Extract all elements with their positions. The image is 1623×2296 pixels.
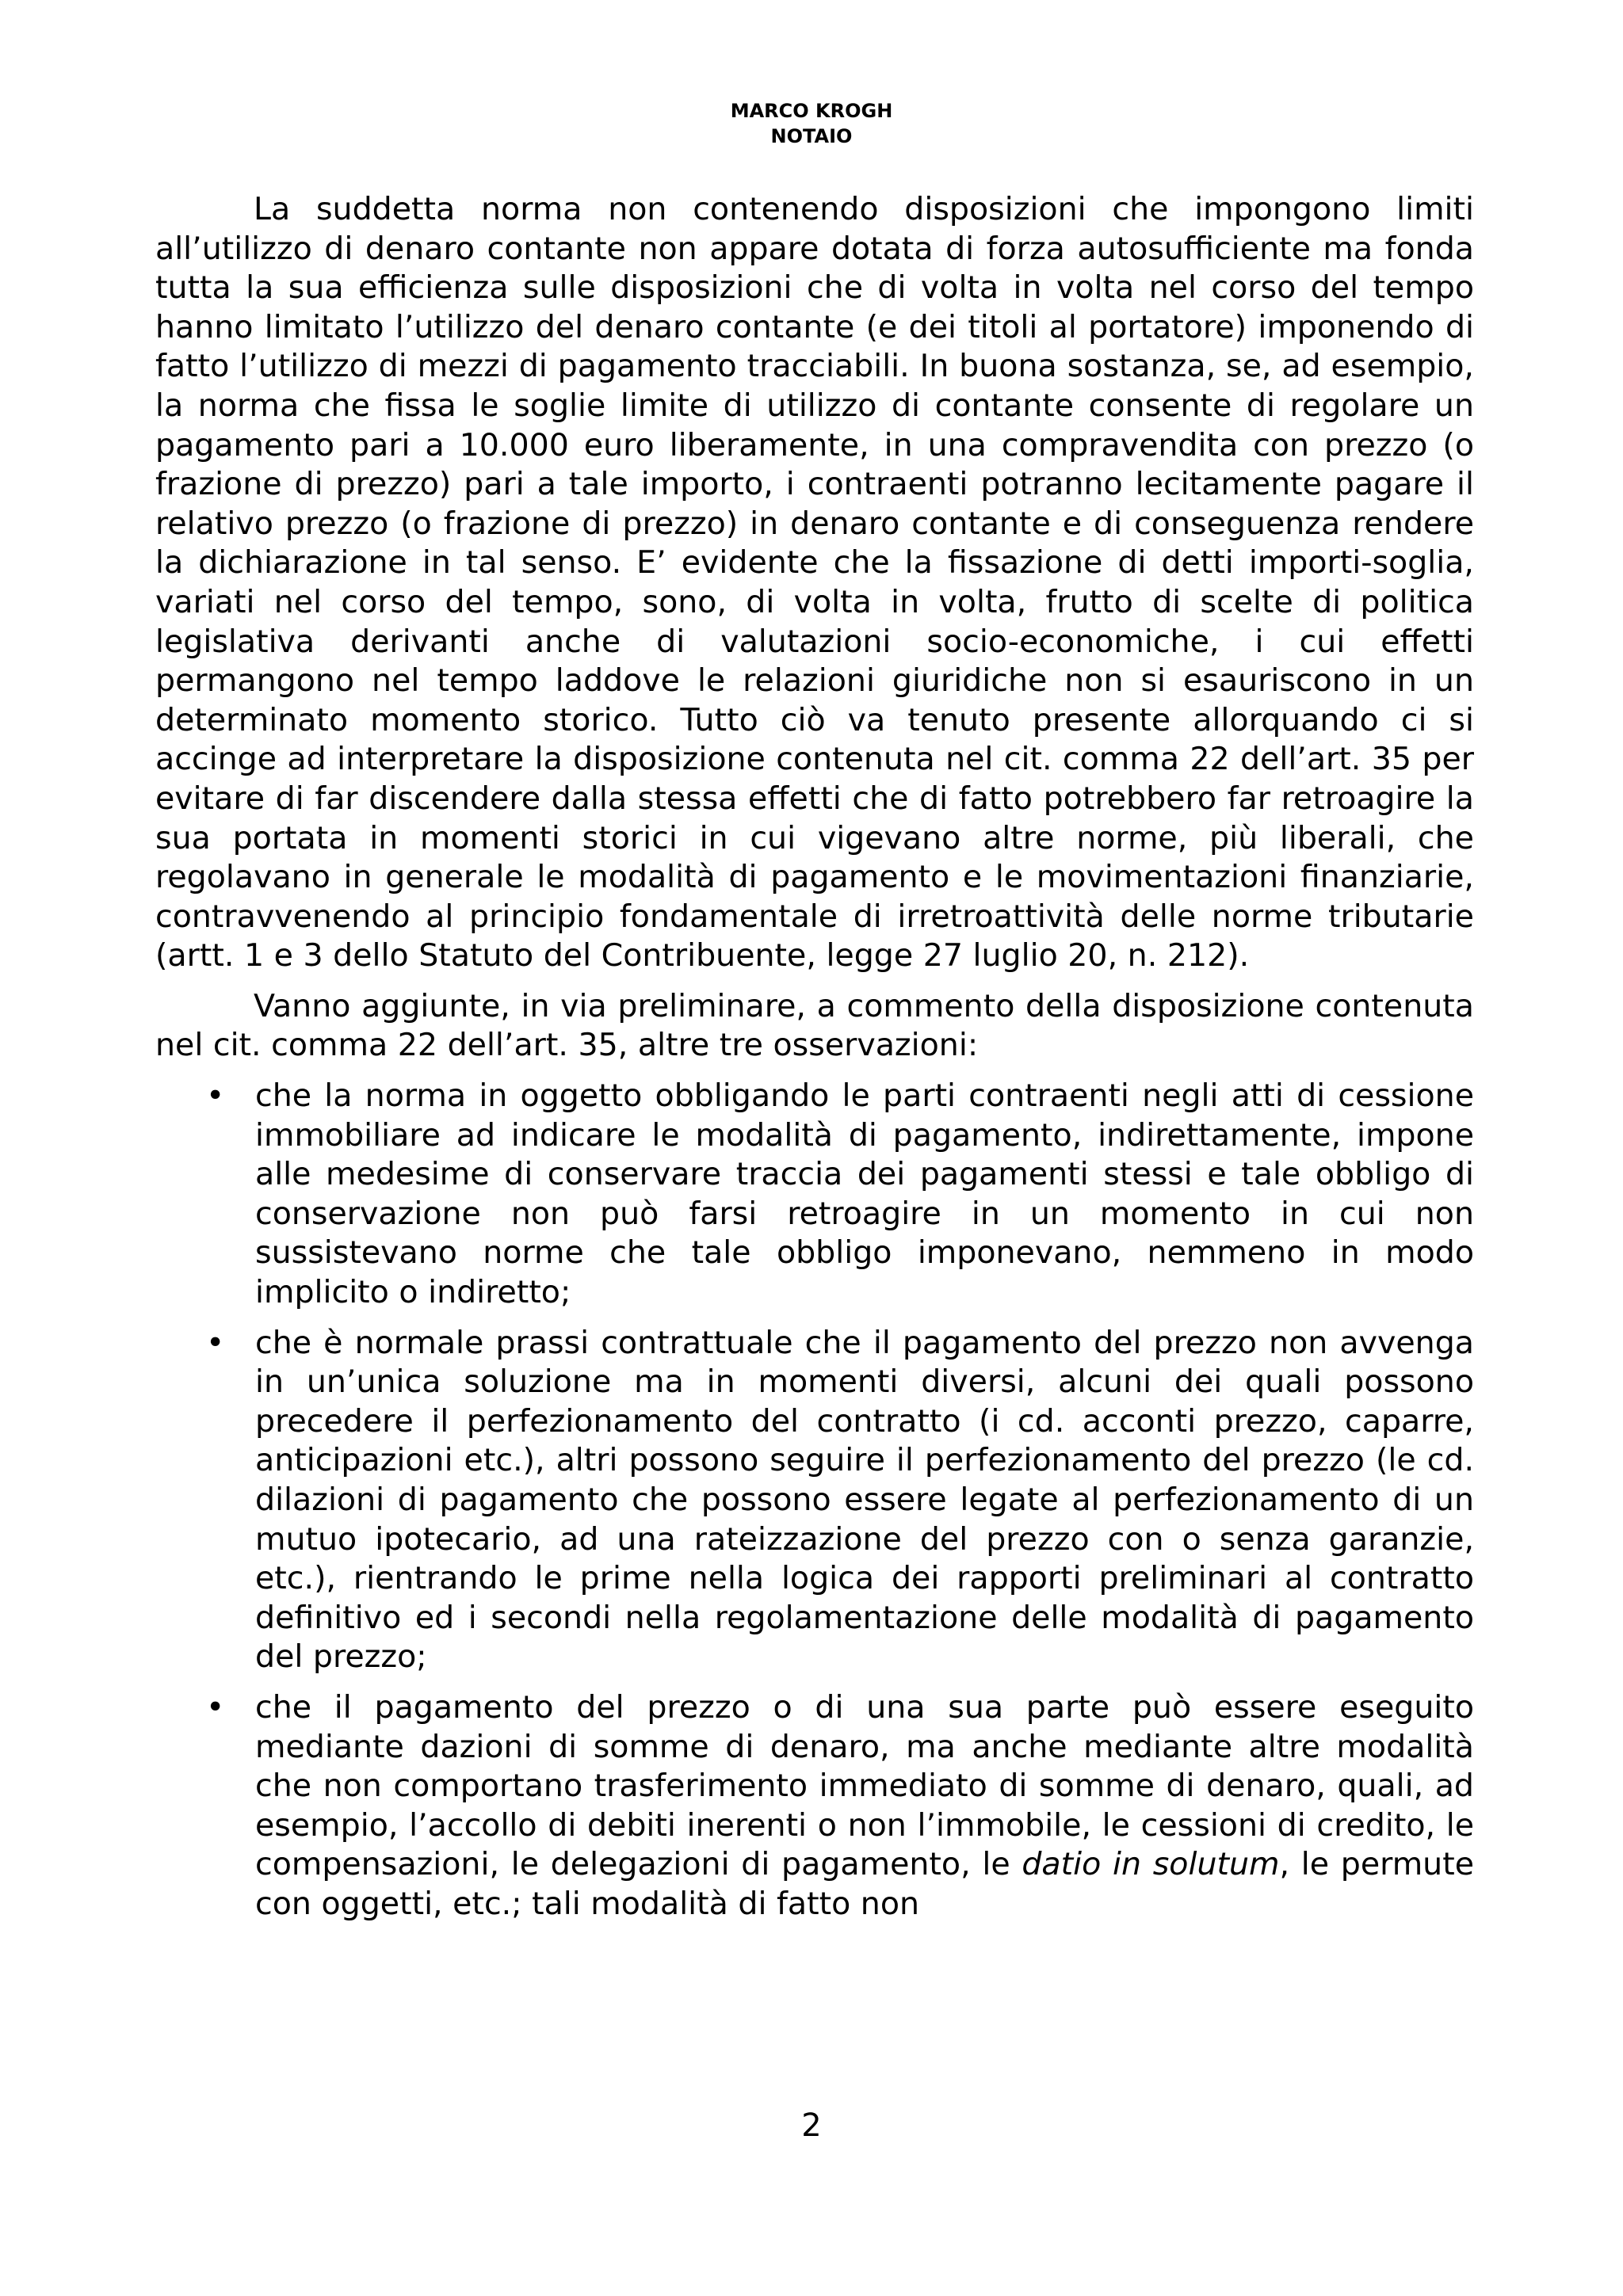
observations-list — [155, 1077, 1474, 1924]
latin-term: datio in solutum — [1022, 1846, 1280, 1883]
list-item-text: che è normale prassi contrattuale che il pagamento del prezzo non avvenga in un’unica soluzione ma in momenti diversi, alcuni dei quali possono precedere il perfezionamento del contratto (i cd. acconti prezzo, caparre, anticipazioni etc.), altri possono seguire il perfezionamento del prezzo (le cd. dilazioni di pagamento che possono essere legate al perfezionamento di un mutuo ipotecario, ad una rateizzazione del prezzo con o senza garanzie, etc.), rientrando le prime nella logica dei rapporti preliminari al contratto definitivo ed i secondi nella regolamentazione delle modalità di pagamento del prezzo; — [255, 1324, 1474, 1676]
list-item-text — [255, 1689, 1474, 1922]
letterhead — [0, 98, 1623, 149]
list-item-text-end: , le permute con oggetti, etc.; tali modalità di fatto non — [255, 1846, 1474, 1922]
bullet-icon: • — [206, 1077, 225, 1115]
list-item-text: che la norma in oggetto obbligando le parti contraenti negli atti di cessione immobiliare ad indicare le modalità di pagamento, indirettamente, impone alle medesime di conservare traccia dei pagamenti stessi e tale obbligo di conservazione non può farsi retroagire in un momento in cui non sussistevano norme che tale obbligo imponevano, nemmeno in modo implicito o indiretto; — [255, 1077, 1474, 1311]
list-item — [155, 1688, 1474, 1924]
paragraph-1: La suddetta norma non contenendo disposizioni che impongono limiti all’utilizzo di denaro contante non appare dotata di forza autosufficiente ma fonda tutta la sua efficienza sulle disposizioni che di volta in volta nel corso del tempo hanno limitato l’utilizzo del denaro contante (e dei titoli al portatore) imponendo di fatto l’utilizzo di mezzi di pagamento tracciabili. In buona sostanza, se, ad esempio, la norma che fissa le soglie limite di utilizzo di contante consente di regolare un pagamento pari a 10.000 euro liberamente, in una compravendita con prezzo (o frazione di prezzo) pari a tale importo, i contraenti potranno lecitamente pagare il relativo prezzo (o frazione di prezzo) in denaro contante e di conseguenza rendere la dichiarazione in tal senso. E’ evidente che la fissazione di detti importi-soglia, variati nel corso del tempo, sono, di volta in volta, frutto di scelte di politica legislativa derivanti anche di valutazioni socio-economiche, i cui effetti permangono nel tempo laddove le relazioni giuridiche non si esauriscono in un determinato momento storico. Tutto ciò va tenuto presente allorquando ci si accinge ad interpretare la disposizione contenuta nel cit. comma 22 dell’art. 35 per evitare di far discendere dalla stessa effetti che di fatto potrebbero far retroagire la sua portata in momenti storici in cui vigevano altre norme, più liberali, che regolavano in generale le modalità di pagamento e le movimentazioni finanziarie, contravvenendo al principio fondamentale di irretroattività delle norme tributarie (artt. 1 e 3 dello Statuto del Contribuente, legge 27 luglio 20, n. 212). — [155, 191, 1474, 974]
bullet-icon: • — [206, 1688, 225, 1726]
letterhead-title: NOTAIO — [770, 125, 853, 147]
list-item — [155, 1077, 1474, 1313]
page-number: 2 — [801, 2107, 822, 2144]
paragraph-2: Vanno aggiunte, in via preliminare, a commento della disposizione contenuta nel cit. comma 22 dell’art. 35, altre tre osservazioni: — [155, 987, 1474, 1064]
list-item-text-start: che il pagamento del prezzo o di una sua parte può essere eseguito mediante dazioni di somme di denaro, ma anche mediante altre modalità che non comportano trasferimento immediato di somme di denaro, quali, ad esempio, l’accollo di debiti inerenti o non l’immobile, le cessioni di credito, le compensazioni, le delegazioni di pagamento, le — [255, 1688, 1474, 1883]
bullet-icon: • — [206, 1324, 225, 1361]
list-item — [155, 1324, 1474, 1677]
letterhead-name: MARCO KROGH — [730, 100, 893, 122]
document-body — [155, 190, 1474, 1936]
